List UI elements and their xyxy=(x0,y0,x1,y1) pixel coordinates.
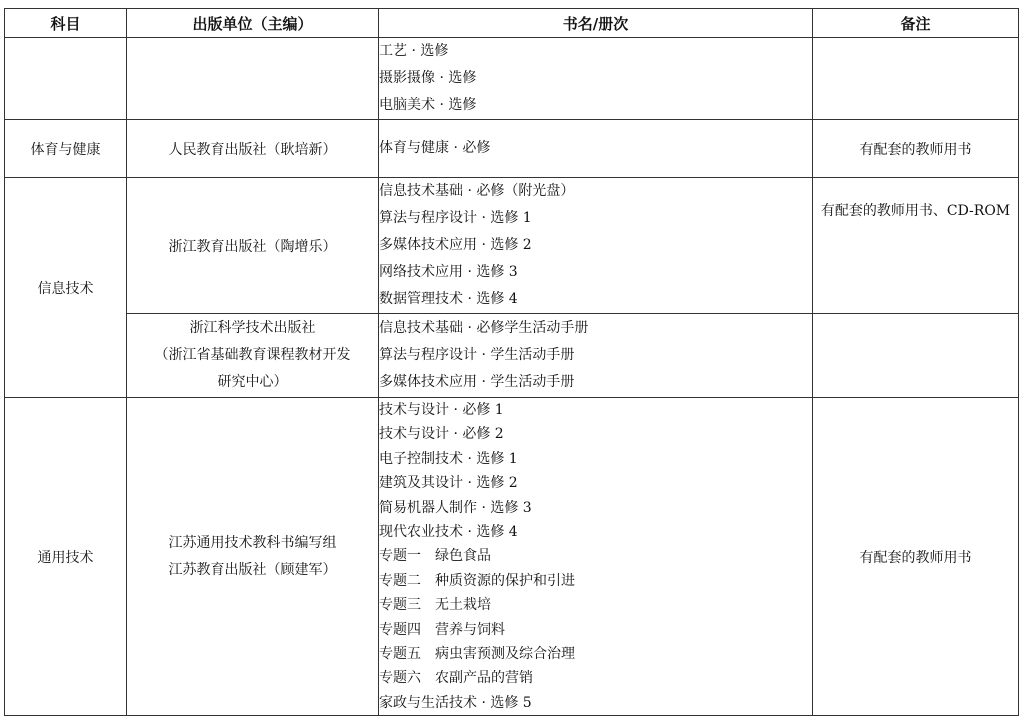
publisher-line: 浙江科学技术出版社 xyxy=(189,320,316,336)
art-subject-cell xyxy=(5,38,127,120)
book-item: 简易机器人制作 · 选修 3 xyxy=(379,499,532,516)
book-item: 建筑及其设计 · 选修 2 xyxy=(379,475,518,492)
book-item: 专题二 种质资源的保护和引进 xyxy=(379,572,575,589)
publisher-line: 江苏教育出版社（顾建军） xyxy=(168,561,337,578)
it-note-2-cell xyxy=(813,314,1019,398)
book-item: 体育与健康 · 必修 xyxy=(379,140,491,156)
book-item: 技术与设计 · 必修 2 xyxy=(379,426,504,443)
it-note-1-cell: 有配套的教师用书、CD-ROM xyxy=(813,178,1019,314)
pe-publisher-cell: 人民教育出版社（耿培新） xyxy=(127,120,379,178)
it-publisher-1-cell: 浙江教育出版社（陶增乐） xyxy=(127,178,379,314)
table-row-pe xyxy=(5,120,1019,178)
publisher-line: （浙江省基础教育课程教材开发 xyxy=(154,347,351,363)
book-item: 专题五 病虫害预测及综合治理 xyxy=(379,646,575,663)
it-books-1-cell xyxy=(379,178,813,314)
book-item: 算法与程序设计 · 选修 1 xyxy=(379,210,532,226)
table-row-it-1 xyxy=(5,178,1019,314)
header-publisher: 出版单位（主编） xyxy=(127,9,379,38)
gt-books-cell xyxy=(379,398,813,716)
pe-subject-cell: 体育与健康 xyxy=(5,120,127,178)
book-item: 工艺 · 选修 xyxy=(379,43,449,59)
book-item: 电脑美术 · 选修 xyxy=(379,97,477,113)
book-item: 专题六 农副产品的营销 xyxy=(379,670,533,687)
pe-note-cell: 有配套的教师用书 xyxy=(813,120,1019,178)
table-row-art xyxy=(5,38,1019,120)
header-note: 备注 xyxy=(813,9,1019,38)
book-item: 多媒体技术应用 · 选修 2 xyxy=(379,237,532,253)
book-item: 专题一 绿色食品 xyxy=(379,548,491,565)
textbook-table xyxy=(4,8,1019,716)
art-publisher-cell xyxy=(127,38,379,120)
art-note-cell xyxy=(813,38,1019,120)
book-item: 专题三 无土栽培 xyxy=(379,597,491,614)
gt-note-cell: 有配套的教师用书 xyxy=(813,398,1019,716)
book-item: 算法与程序设计 · 学生活动手册 xyxy=(379,347,575,363)
table-row-it-2 xyxy=(5,314,1019,398)
pe-books-cell xyxy=(379,120,813,178)
it-subject-cell: 信息技术 xyxy=(5,178,127,398)
art-books-cell xyxy=(379,38,813,120)
it-publisher-2-cell xyxy=(127,314,379,398)
gt-subject-cell: 通用技术 xyxy=(5,398,127,716)
book-item: 专题四 营养与饲料 xyxy=(379,621,505,638)
header-row xyxy=(5,9,1019,38)
book-item: 家政与生活技术 · 选修 5 xyxy=(379,694,532,711)
table-row-gt xyxy=(5,398,1019,716)
book-item: 现代农业技术 · 选修 4 xyxy=(379,524,518,541)
publisher-line: 江苏通用技术教科书编写组 xyxy=(168,534,337,551)
book-item: 技术与设计 · 必修 1 xyxy=(379,402,504,418)
it-books-2-cell xyxy=(379,314,813,398)
book-item: 多媒体技术应用 · 学生活动手册 xyxy=(379,374,575,390)
publisher-line: 研究中心） xyxy=(217,374,288,390)
book-item: 摄影摄像 · 选修 xyxy=(379,70,477,86)
book-item: 信息技术基础 · 必修学生活动手册 xyxy=(379,320,589,336)
header-subject: 科目 xyxy=(5,9,127,38)
gt-publisher-cell xyxy=(127,398,379,716)
book-item: 网络技术应用 · 选修 3 xyxy=(379,264,518,280)
header-books: 书名/册次 xyxy=(379,9,813,38)
book-item: 信息技术基础 · 必修（附光盘） xyxy=(379,183,575,199)
book-item: 电子控制技术 · 选修 1 xyxy=(379,450,518,467)
book-item: 数据管理技术 · 选修 4 xyxy=(379,291,518,307)
